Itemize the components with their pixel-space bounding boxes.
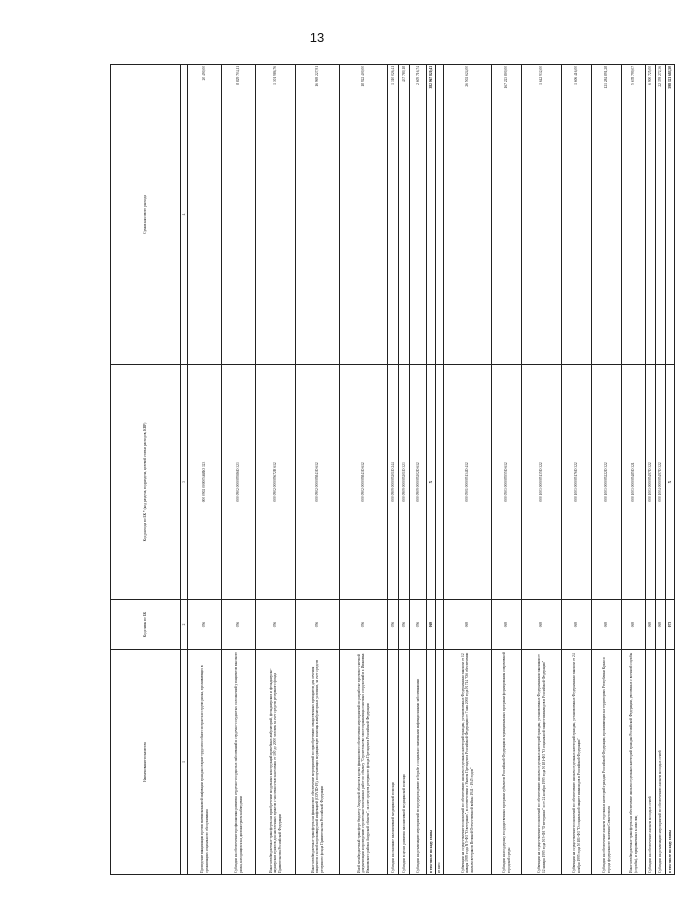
- table-row: [492, 65, 522, 875]
- row-sum: 167 223 800,00: [492, 65, 522, 365]
- column-number: 4: [181, 65, 188, 365]
- table-row: [436, 65, 444, 875]
- row-class: [436, 365, 444, 600]
- row-name: Субсидии на обеспечение профилактики развития сердечно-сосудистых заболеваний и сердечно-сосудистых осложнений у пациентов высокого риска, находящихся на диспансерном наблюдении: [222, 650, 256, 875]
- row-code: 073: [666, 600, 675, 650]
- table-row: [340, 65, 388, 875]
- row-code: 056: [222, 600, 256, 650]
- table-row: [656, 65, 666, 875]
- row-class: 000 1003 000005135О 322: [522, 365, 562, 600]
- row-name: Иной межбюджетный трансферт бюджету Амурской области в целях финансового обеспечения мероприятий по разработке проектно-сметной документации и проведению строительно-монтажных работ по объекту "Строительство хвостохранилища очистных сооружений в г. Ивановка Ивановского района Амурской области", за счет средств резервного фонда Президента Российской Федерации: [340, 650, 388, 875]
- row-code: [436, 600, 444, 650]
- row-sum: 18 922 400,00: [340, 65, 388, 365]
- row-class: 000 1003 000005497О 322: [646, 365, 656, 600]
- row-name: Субвенции на осуществление полномочий по обеспечению жильем отдельных категорий граждан, установленных Федеральными законами от 12 января 1995 года N 5-ФЗ "О ветеранах" и от 24 ноября 1995 года N 181-ФЗ "О социальной защите инвалидов в Российской Федерации": [522, 650, 562, 875]
- expense-table: [110, 64, 675, 875]
- row-name: Иные межбюджетные трансферты на финансовое обеспечение мероприятий по приобретению лекарственных препаратов для лечения пациентов с новой коронавирусной инфекцией (COVID-19), получающих медицинскую помощь в амбулаторных условиях, за счет средств резервного фонда Правительства Российской Федерации: [296, 650, 340, 875]
- row-code: 069: [492, 600, 522, 650]
- row-name: Субсидии на реализацию мероприятий по обеспечению жильем молодых семей: [656, 650, 666, 875]
- column-number: 3: [181, 365, 188, 600]
- row-sum: 598 321 683,50: [666, 65, 675, 365]
- row-name: Субсидии на обеспечение жильем молодых семей: [646, 650, 656, 875]
- row-sum: 121 284 891,28: [592, 65, 622, 365]
- rotated-table-wrapper: [110, 65, 672, 875]
- row-class: 000 0902 000005843О 612: [340, 365, 388, 600]
- row-class: 000 0501 000005134О 412: [444, 365, 492, 600]
- row-sum: [436, 65, 444, 365]
- table-row: [388, 65, 399, 875]
- row-code: 069: [622, 600, 646, 650]
- table-body: [188, 65, 675, 875]
- header-sum: Сумма кассового расхода: [111, 65, 181, 365]
- row-sum: 382 967 820,41: [427, 65, 436, 365]
- row-sum: 1 606 416,00: [562, 65, 592, 365]
- row-code: 056: [256, 600, 296, 650]
- row-name: Иные межбюджетные трансферты на обеспечение жильем отдельных категорий граждан Российской Федерации, уволенных с военной службы (службы), и приравненных к ним лиц: [622, 650, 646, 875]
- row-code: 056: [410, 600, 427, 650]
- table-row: [188, 65, 222, 875]
- row-class: 000 0902 000005586О 323: [222, 365, 256, 600]
- row-sum: 6 900 725,00: [646, 65, 656, 365]
- row-name: Субсидии на обеспечение жильем отдельных категорий граждан Российской Федерации, проживающих на территориях Республики Крым и города федерального значения Севастополя: [592, 650, 622, 875]
- table-row: [622, 65, 646, 875]
- row-code: 056: [296, 600, 340, 650]
- row-code: 069: [562, 600, 592, 650]
- row-sum: 8 829 704,11: [222, 65, 256, 365]
- table-row: [666, 65, 675, 875]
- table-row: [427, 65, 436, 875]
- row-sum: 5 678 799,07: [622, 65, 646, 365]
- row-name: Иные межбюджетные трансферты на приобретение модульных конструкций врачебных амбулаторий, фельдшерских и фельдшерско-акушерских пунктов для населенных пунктов с численностью населения от 100 до 2000 человек за счет средств резервного фонда Правительства Российской Федерации: [256, 650, 296, 875]
- row-code: 056: [388, 600, 399, 650]
- row-class: 000 0902 000005468Ю 323: [188, 365, 222, 600]
- row-sum: 1 310 026,41: [388, 65, 399, 365]
- column-number: 1: [181, 650, 188, 875]
- row-class: 000 0902 000005843О 612: [296, 365, 340, 600]
- table-row: [444, 65, 492, 875]
- row-name: в том числе по коду главы: [666, 650, 675, 875]
- row-sum: 22 359 272,36: [656, 65, 666, 365]
- row-sum: 1 301 986,76: [256, 65, 296, 365]
- row-code: 069: [646, 600, 656, 650]
- row-code: 069: [656, 600, 666, 650]
- row-class: 000 0902 000005672Н 612: [256, 365, 296, 600]
- row-class: Х: [427, 365, 436, 600]
- row-sum: 2 605 716,74: [410, 65, 427, 365]
- row-name: в том числе по коду главы: [427, 650, 436, 875]
- row-name: Субсидии на реализацию мероприятий по предупреждению и борьбе с социально значимыми инфекционными заболеваниями: [410, 650, 427, 875]
- table-row: [222, 65, 256, 875]
- table-row: [256, 65, 296, 875]
- row-name: Проведение вакцинации против пневмококковой инфекции граждан старше трудоспособного возраста из групп риска, проживающих в организациях социального обслуживания: [188, 650, 222, 875]
- row-sum: 26 502 624,00: [444, 65, 492, 365]
- row-code: 069: [427, 600, 436, 650]
- table-row: [562, 65, 592, 875]
- column-number: 2: [181, 600, 188, 650]
- table-row: [522, 65, 562, 875]
- row-sum: 1 642 932,00: [522, 65, 562, 365]
- table-row: [592, 65, 622, 875]
- row-code: 056: [188, 600, 222, 650]
- row-class: 000 0909 000005201О 244: [388, 365, 399, 600]
- row-class: 000 1003 000005485О 321: [622, 365, 646, 600]
- row-name: Субсидии на поддержку государственных программ субъектов Российской Федерации и муниципальных программ формирования современной городской среды: [492, 650, 522, 875]
- row-class: 000 1003 000005176О 322: [562, 365, 592, 600]
- row-sum: 16 969 227,91: [296, 65, 340, 365]
- table-row: [646, 65, 656, 875]
- header-code: Код главы по БК: [111, 600, 181, 650]
- row-class: 000 0909 000005201О 323: [399, 365, 410, 600]
- row-name: Субсидии на оказание паллиативной медицинской помощи: [388, 650, 399, 875]
- table-row: [410, 65, 427, 875]
- row-name: Субсидии в целях развития паллиативной медицинской помощи: [399, 650, 410, 875]
- row-name: Субвенции на осуществление полномочий по обеспечению жильем отдельных категорий граждан, установленных Федеральным законом от 24 ноября 1995 года N 181-ФЗ "О социальной защите инвалидов в Российской Федерации": [562, 650, 592, 875]
- page-number: 13: [309, 30, 325, 45]
- row-class: Х: [666, 365, 675, 600]
- row-class: 000 0909 000005202О 612: [410, 365, 427, 600]
- row-code: 056: [399, 600, 410, 650]
- row-code: 069: [444, 600, 492, 650]
- header-name: Наименование показателя: [111, 650, 181, 875]
- row-sum: 20 490,00: [188, 65, 222, 365]
- row-name: Субвенции на осуществление полномочий по обеспечению жильем отдельных категорий граждан, установленных Федеральным законом от 12 января 1995 года N 5-ФЗ "О ветеранах", в соответствии с Указом Президента Российской Федерации от 7 мая 2008 года N 714 "Об обеспечении жильем ветеранов Великой Отечественной войны 1941 - 1945 годов": [444, 650, 492, 875]
- row-name: из них:: [436, 650, 444, 875]
- row-class: 000 0503 000005555О 612: [492, 365, 522, 600]
- row-code: 069: [592, 600, 622, 650]
- row-class: 000 1003 000005222О 322: [592, 365, 622, 600]
- row-code: 069: [522, 600, 562, 650]
- table-row: [296, 65, 340, 875]
- row-code: 056: [340, 600, 388, 650]
- row-class: 000 1004 000005497О 322: [656, 365, 666, 600]
- header-class: Код расхода по БК * (код раздела, подраздела, целевой статьи расходов, КВР): [111, 365, 181, 600]
- table-row: [399, 65, 410, 875]
- row-sum: 437 780,18: [399, 65, 410, 365]
